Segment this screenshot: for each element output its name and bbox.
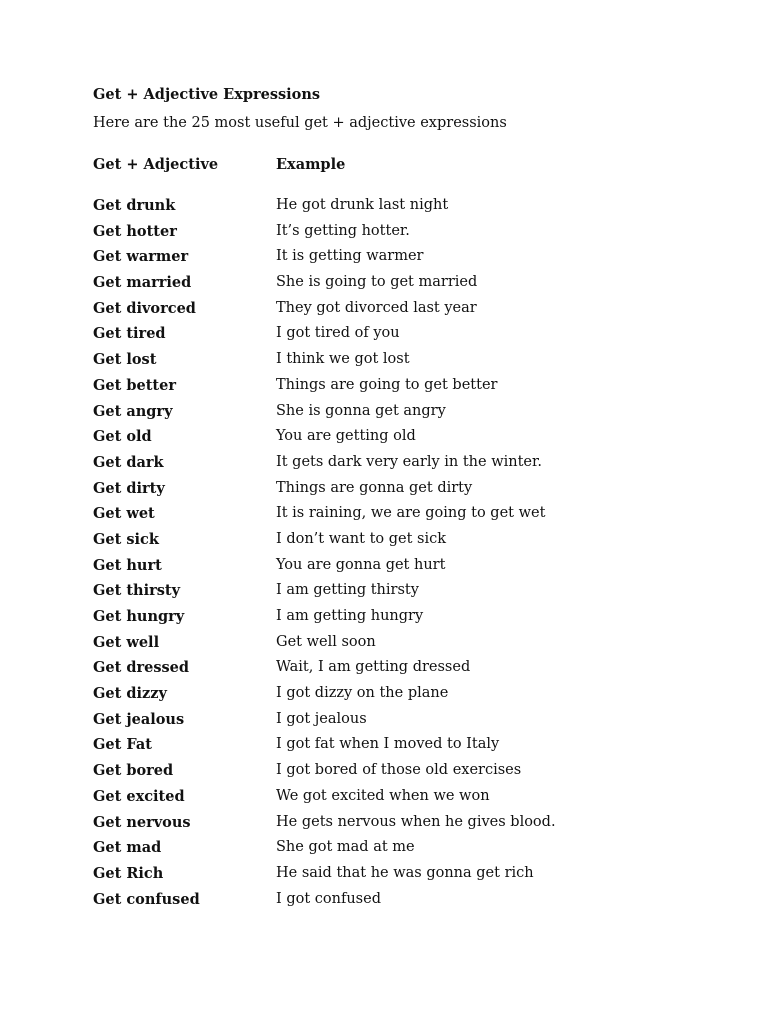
example-cell: She is going to get married	[276, 274, 478, 291]
document-title: Get + Adjective Expressions	[93, 86, 321, 103]
table-row	[93, 274, 693, 300]
table-row	[93, 711, 693, 737]
example-cell: I think we got lost	[276, 351, 410, 368]
expression-cell: Get drunk	[93, 197, 176, 214]
expression-cell: Get old	[93, 428, 152, 446]
example-cell: It is raining, we are going to get wet	[276, 505, 546, 522]
example-cell: You are gonna get hurt	[276, 556, 446, 573]
table-row	[93, 814, 693, 840]
example-cell: I got tired of you	[276, 325, 400, 342]
table-row	[93, 839, 693, 865]
example-cell: I got jealous	[276, 710, 367, 727]
expression-cell: Get hurt	[93, 556, 162, 574]
expression-cell: Get nervous	[93, 813, 191, 831]
table-row	[93, 634, 693, 660]
expression-cell: Get mad	[93, 839, 162, 857]
expression-cell: Get divorced	[93, 299, 196, 317]
table-row	[93, 865, 693, 891]
example-cell: I got dizzy on the plane	[276, 685, 449, 702]
example-cell: She got mad at me	[276, 839, 415, 856]
expression-table	[93, 197, 693, 916]
example-cell: They got divorced last year	[276, 299, 477, 316]
expression-cell: Get excited	[93, 787, 185, 805]
example-cell: I got bored of those old exercises	[276, 762, 522, 779]
table-row	[93, 223, 693, 249]
example-cell: I got fat when I moved to Italy	[276, 736, 500, 753]
header-example: Example	[276, 156, 346, 173]
document-intro: Here are the 25 most useful get + adjective expressions	[93, 115, 507, 131]
expression-cell: Get jealous	[93, 710, 185, 728]
table-row	[93, 608, 693, 634]
expression-cell: Get dizzy	[93, 685, 167, 703]
expression-cell: Get Fat	[93, 736, 152, 754]
example-cell: It gets dark very early in the winter.	[276, 453, 542, 470]
example-cell: He gets nervous when he gives blood.	[276, 813, 556, 830]
table-row	[93, 505, 693, 531]
expression-cell: Get thirsty	[93, 582, 181, 600]
example-cell: You are getting old	[276, 428, 416, 445]
example-cell: I am getting thirsty	[276, 582, 419, 599]
table-row	[93, 659, 693, 685]
header-expression: Get + Adjective	[93, 156, 219, 173]
table-row	[93, 557, 693, 583]
expression-cell: Get well	[93, 633, 160, 651]
table-row	[93, 582, 693, 608]
example-cell: He said that he was gonna get rich	[276, 864, 534, 881]
table-row	[93, 788, 693, 814]
example-cell: Things are going to get better	[276, 376, 498, 393]
expression-cell: Get hungry	[93, 608, 185, 625]
example-cell: I got confused	[276, 890, 381, 907]
table-row	[93, 454, 693, 480]
expression-cell: Get better	[93, 376, 176, 394]
expression-cell: Get lost	[93, 351, 157, 369]
table-row	[93, 428, 693, 454]
example-cell: It is getting warmer	[276, 248, 424, 265]
table-row	[93, 736, 693, 762]
table-row	[93, 197, 693, 223]
example-cell: We got excited when we won	[276, 787, 490, 804]
example-cell: She is gonna get angry	[276, 402, 446, 419]
table-row	[93, 480, 693, 506]
example-cell: Wait, I am getting dressed	[276, 659, 471, 676]
expression-cell: Get dirty	[93, 479, 165, 497]
table-row	[93, 685, 693, 711]
table-row	[93, 325, 693, 351]
expression-cell: Get wet	[93, 505, 155, 523]
expression-cell: Get sick	[93, 530, 159, 548]
example-cell: I am getting hungry	[276, 608, 424, 624]
example-cell: He got drunk last night	[276, 197, 449, 213]
expression-cell: Get tired	[93, 325, 166, 343]
table-row	[93, 248, 693, 274]
expression-cell: Get Rich	[93, 864, 164, 882]
example-cell: It’s getting hotter.	[276, 222, 410, 239]
table-row	[93, 762, 693, 788]
table-row	[93, 351, 693, 377]
example-cell: I don’t want to get sick	[276, 530, 447, 547]
example-cell: Things are gonna get dirty	[276, 479, 473, 496]
table-row	[93, 377, 693, 403]
expression-cell: Get warmer	[93, 248, 189, 266]
expression-cell: Get bored	[93, 762, 174, 780]
expression-cell: Get dressed	[93, 659, 190, 677]
expression-cell: Get hotter	[93, 222, 177, 240]
table-row	[93, 300, 693, 326]
table-row	[93, 403, 693, 429]
expression-cell: Get dark	[93, 453, 164, 471]
table-header	[93, 156, 693, 176]
expression-cell: Get confused	[93, 890, 200, 908]
expression-cell: Get married	[93, 274, 192, 292]
expression-cell: Get angry	[93, 402, 173, 420]
table-row	[93, 891, 693, 917]
example-cell: Get well soon	[276, 633, 376, 650]
table-row	[93, 531, 693, 557]
